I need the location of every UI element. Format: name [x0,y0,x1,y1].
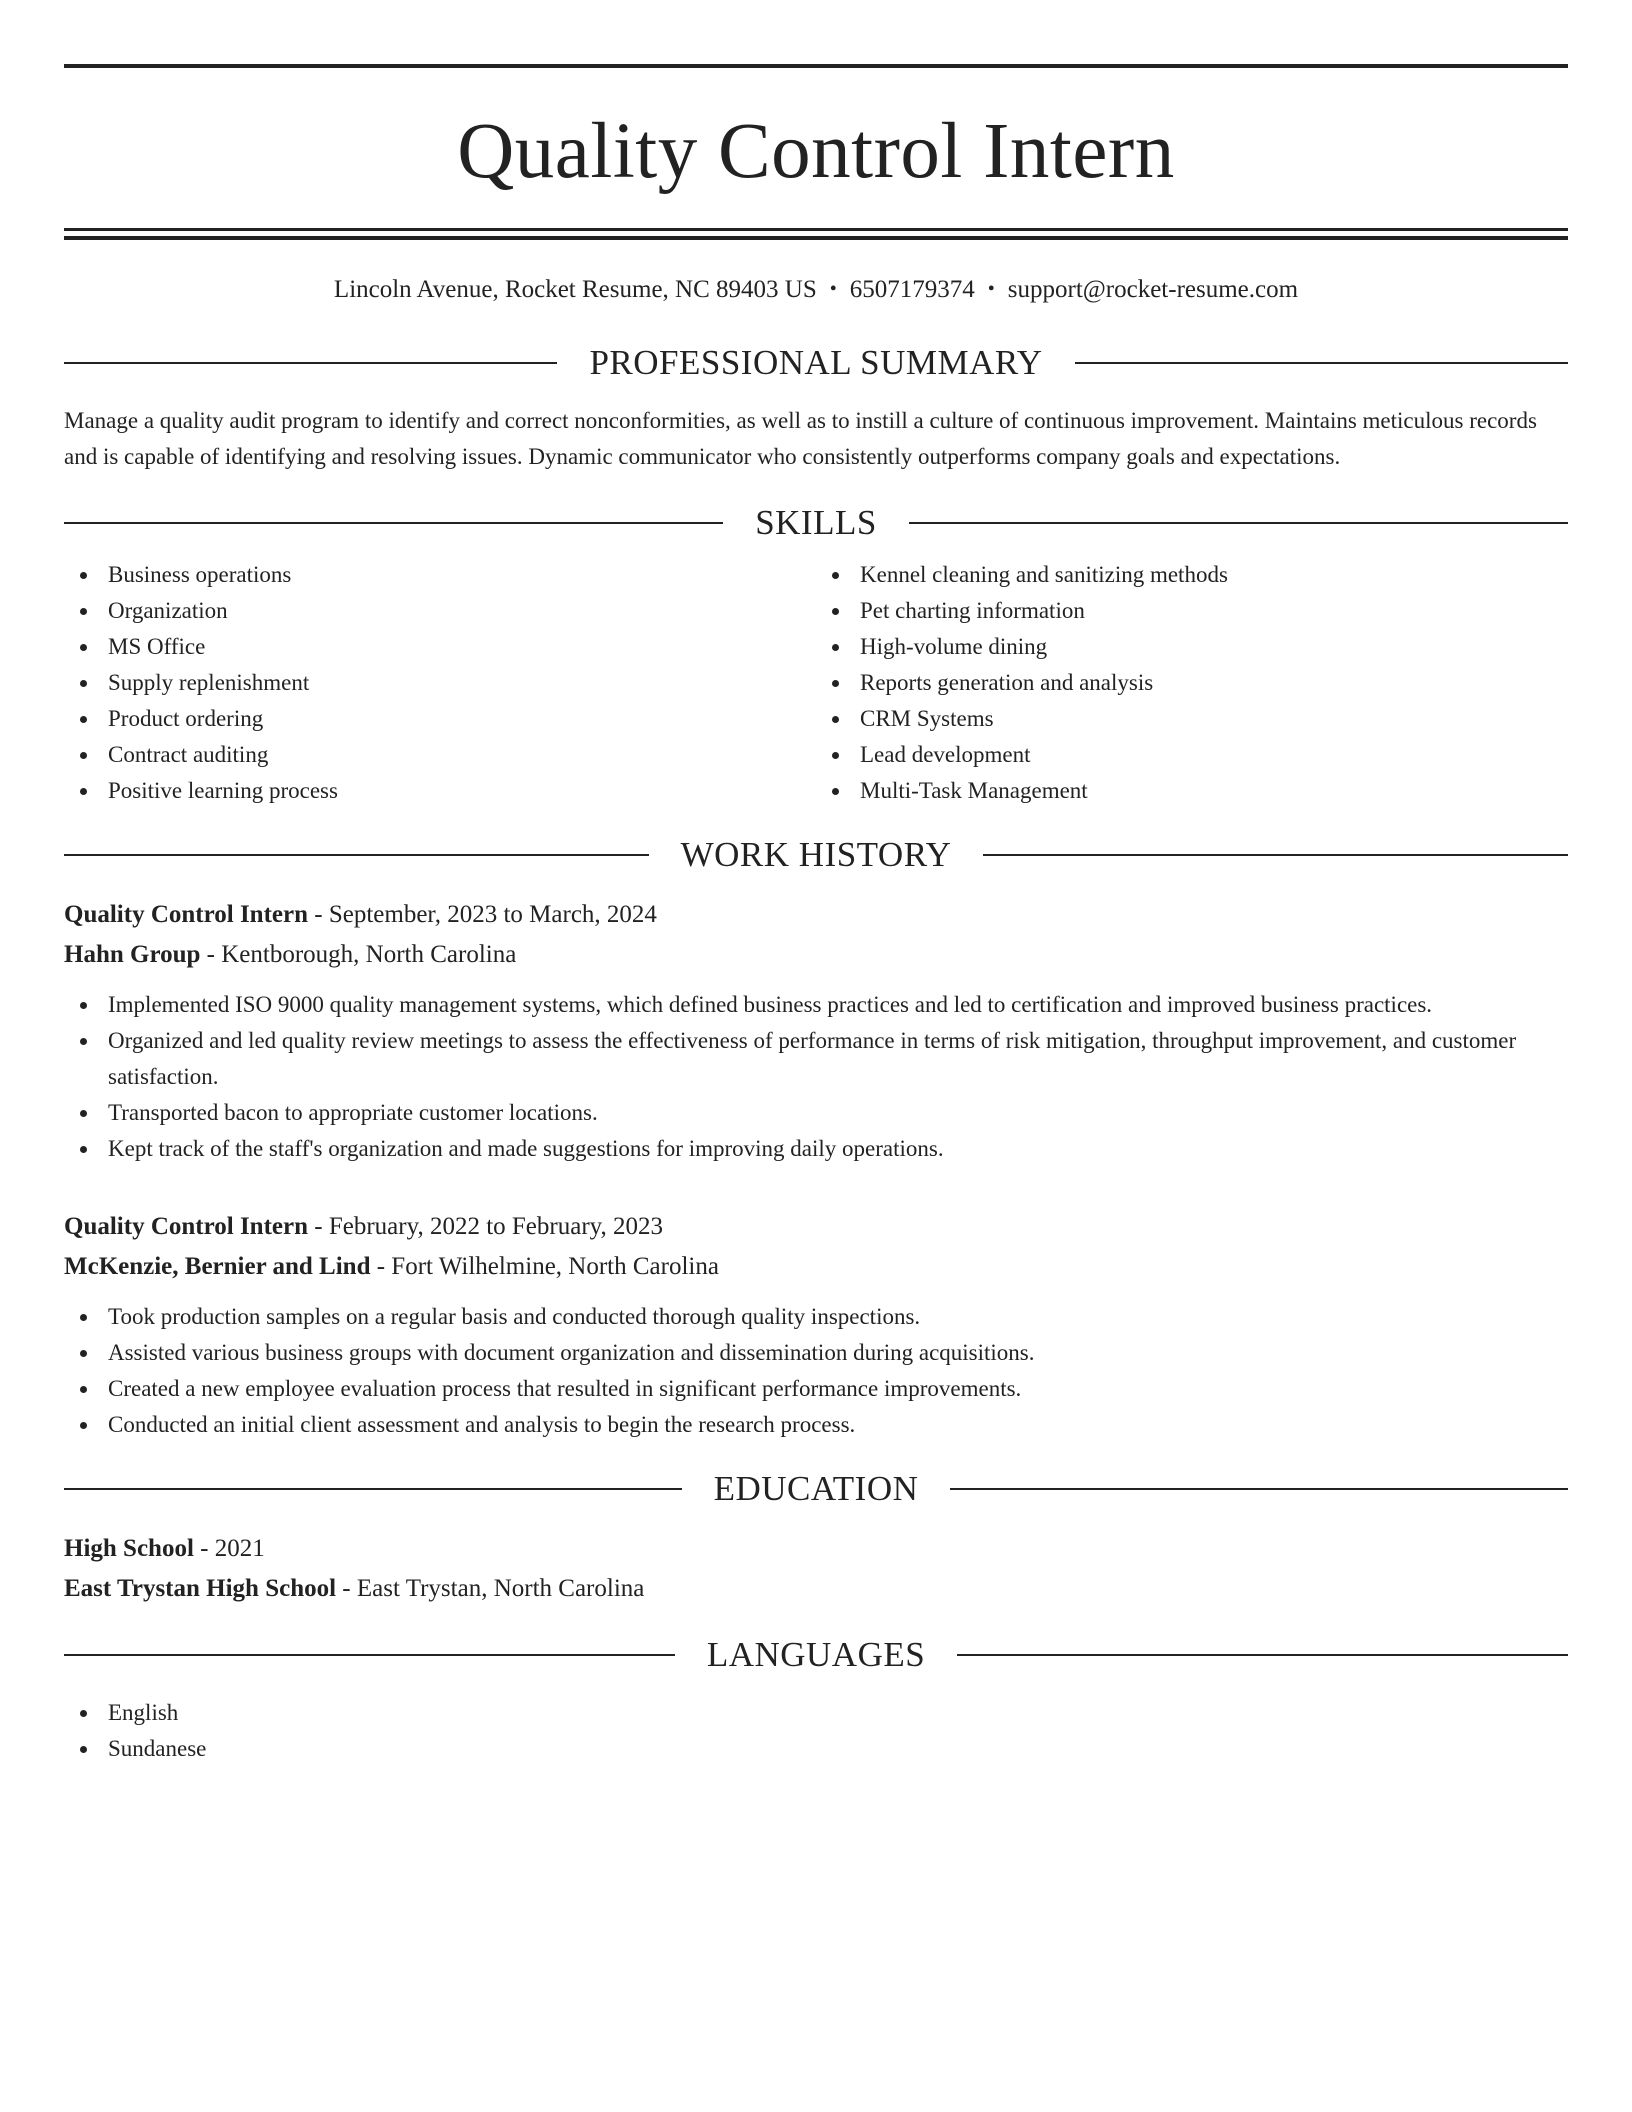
job-bullets [64,987,1568,1167]
job-bullet: Took production samples on a regular basis and conducted thorough quality inspections. [64,1299,1568,1335]
skill-item: Lead development [816,737,1568,773]
skill-item: MS Office [64,629,816,665]
skills-list-left [64,557,816,809]
section-rule [64,522,723,524]
section-rule [64,854,649,856]
section-title: LANGUAGES [706,1635,926,1674]
language-item: English [64,1695,1568,1731]
job-company-line [64,1247,1568,1287]
skills-grid [64,557,1568,809]
skill-item: Supply replenishment [64,665,816,701]
section-rule [64,362,557,364]
job-location: - Fort Wilhelmine, North Carolina [370,1253,719,1280]
skill-item: Reports generation and analysis [816,665,1568,701]
job-bullet: Conducted an initial client assessment and analysis to begin the research process. [64,1407,1568,1443]
job-entry [64,895,1568,1167]
education-degree-line [64,1529,1568,1569]
section-header-summary [64,339,1568,387]
job-title-line [64,1207,1568,1247]
skill-item: Pet charting information [816,593,1568,629]
job-bullet: Assisted various business groups with document organization and dissemination during acquisitions. [64,1335,1568,1371]
language-item: Sundanese [64,1731,1568,1767]
summary-text: Manage a quality audit program to identify and correct nonconformities, as well as to instill a culture of continuous improvement. Maintains meticulous records and is capable of identifying and resolving issues. Dynamic communicator who consistently outperforms company goals and expectations. [64,408,1537,469]
section-title: EDUCATION [713,1469,919,1508]
job-dates: - September, 2023 to March, 2024 [308,901,657,928]
job-role: Quality Control Intern [64,901,308,928]
skill-item: Multi-Task Management [816,773,1568,809]
skill-item: Business operations [64,557,816,593]
double-rule [64,228,1568,240]
section-rule [909,522,1568,524]
job-bullet: Kept track of the staff's organization and made suggestions for improving daily operations. [64,1131,1568,1167]
education-year: - 2021 [193,1535,265,1562]
resume-name: Quality Control Intern [457,108,1175,195]
skill-item: Kennel cleaning and sanitizing methods [816,557,1568,593]
top-rule [64,64,1568,68]
skill-item: Contract auditing [64,737,816,773]
section-title: PROFESSIONAL SUMMARY [589,343,1043,382]
section-header-work [64,831,1568,879]
contact-phone: 6507179374 [849,276,975,303]
section-rule [64,1654,675,1656]
section-rule [1075,362,1568,364]
skill-item: Positive learning process [64,773,816,809]
education-school: East Trystan High School [64,1575,337,1602]
skills-list-right [816,557,1568,809]
section-header-skills [64,499,1568,547]
job-bullet: Transported bacon to appropriate customer locations. [64,1095,1568,1131]
skill-item: CRM Systems [816,701,1568,737]
section-rule [957,1654,1568,1656]
education-degree: High School [64,1535,194,1562]
job-dates: - February, 2022 to February, 2023 [308,1213,664,1240]
job-location: - Kentborough, North Carolina [200,941,517,968]
education-location: - East Trystan, North Carolina [336,1575,645,1602]
job-bullets [64,1299,1568,1443]
section-header-languages [64,1631,1568,1679]
job-company: Hahn Group [64,941,201,968]
section-title: WORK HISTORY [680,835,952,874]
job-role: Quality Control Intern [64,1213,308,1240]
education-school-line [64,1569,1568,1609]
skill-item: Organization [64,593,816,629]
skill-item: Product ordering [64,701,816,737]
education-entry [64,1529,1568,1609]
section-rule [64,1488,682,1490]
job-company: McKenzie, Bernier and Lind [64,1253,371,1280]
section-rule [950,1488,1568,1490]
section-rule [983,854,1568,856]
section-title: SKILLS [755,503,877,542]
contact-line [64,274,1568,307]
contact-address: Lincoln Avenue, Rocket Resume, NC 89403 US [333,276,817,303]
languages-list [64,1695,1568,1767]
job-title-line [64,895,1568,935]
contact-separator: • [829,278,837,300]
skill-item: High-volume dining [816,629,1568,665]
job-bullet: Organized and led quality review meetings to assess the effectiveness of performance in terms of risk mitigation, throughput improvement, and customer satisfaction. [64,1023,1568,1095]
contact-separator: • [987,278,995,300]
section-header-education [64,1465,1568,1513]
contact-email: support@rocket-resume.com [1007,276,1299,303]
job-bullet: Implemented ISO 9000 quality management systems, which defined business practices and led to certification and improved business practices. [64,987,1568,1023]
job-entry [64,1207,1568,1443]
job-company-line [64,935,1568,975]
job-bullet: Created a new employee evaluation process that resulted in significant performance improvements. [64,1371,1568,1407]
